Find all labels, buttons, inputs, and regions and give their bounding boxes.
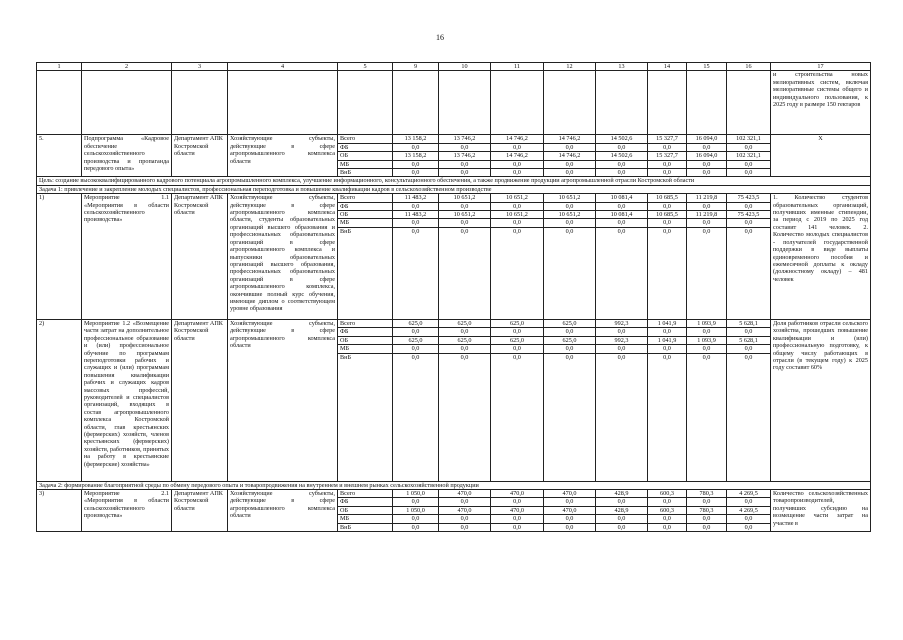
value: 0,0 — [544, 523, 596, 531]
item-name: Мероприятие 1.2 «Возмещение части затрат на дополнительное профессиональное образование и (или) профессиональное обучение по программам переподготовки рабочих и служащих и (или) программам повышения квалификации рабочих и служащих кадров массовых профессий, руководителей и специалистов организаций, входящих в состав агропромышленного комплекса Костромской области, глав крестьянских (фермерских) хозяйств, членов крестьянских (фермерских) хозяйств, работников, принятых на работу в крестьянские (фермерские) хозяйства» — [82, 319, 172, 481]
source: ОБ — [338, 152, 393, 160]
value: 0,0 — [727, 523, 771, 531]
value: 0,0 — [491, 523, 544, 531]
value: 0,0 — [648, 227, 687, 319]
value: 1 050,0 — [393, 489, 439, 497]
value: 625,0 — [393, 319, 439, 327]
value: 0,0 — [393, 515, 439, 523]
value: 0,0 — [687, 143, 727, 151]
value: 0,0 — [648, 169, 687, 177]
value: 11 219,8 — [687, 194, 727, 202]
value: 0,0 — [727, 515, 771, 523]
col-header: 13 — [596, 63, 648, 71]
col-header: 10 — [439, 63, 491, 71]
source: ОБ — [338, 506, 393, 514]
value: 0,0 — [596, 515, 648, 523]
value: 0,0 — [544, 219, 596, 227]
value: 0,0 — [393, 219, 439, 227]
value: 102 321,1 — [727, 135, 771, 143]
row-number: 5. — [37, 135, 82, 177]
col-header: 9 — [393, 63, 439, 71]
value: 0,0 — [596, 219, 648, 227]
continuation-row — [37, 71, 871, 135]
value: 0,0 — [687, 515, 727, 523]
col-header: 12 — [544, 63, 596, 71]
value: 0,0 — [439, 219, 491, 227]
value: 0,0 — [596, 202, 648, 210]
participants: Хозяйствующие субъекты, действующие в сфере агропромышленного комплекса области — [228, 319, 338, 481]
value: 0,0 — [544, 328, 596, 336]
task-row — [37, 185, 871, 193]
source: Всего — [338, 194, 393, 202]
col-header: 3 — [172, 63, 228, 71]
source: Всего — [338, 135, 393, 143]
value: 11 219,8 — [687, 211, 727, 219]
value: 14 746,2 — [544, 152, 596, 160]
value: 0,0 — [727, 143, 771, 151]
source: ВнБ — [338, 169, 393, 177]
value: 14 746,2 — [491, 152, 544, 160]
value: 0,0 — [596, 353, 648, 481]
item-name: Подпрограмма «Кадровое обеспечение сельскохозяйственного производства и пропаганда передового опыта» — [82, 135, 172, 177]
value: 75 423,5 — [727, 211, 771, 219]
value: 625,0 — [491, 336, 544, 344]
value: 11 483,2 — [393, 211, 439, 219]
value: 0,0 — [648, 523, 687, 531]
value: 625,0 — [393, 336, 439, 344]
col-header: 14 — [648, 63, 687, 71]
value: 10 081,4 — [596, 211, 648, 219]
value: 0,0 — [393, 345, 439, 353]
col-header: 4 — [228, 63, 338, 71]
value: 10 651,2 — [544, 194, 596, 202]
value: 0,0 — [544, 345, 596, 353]
value: 1 093,9 — [687, 319, 727, 327]
value: 0,0 — [439, 345, 491, 353]
value: 470,0 — [544, 506, 596, 514]
value: 10 081,4 — [596, 194, 648, 202]
result-cell: Х — [771, 135, 871, 177]
value: 0,0 — [596, 227, 648, 319]
value: 0,0 — [393, 227, 439, 319]
row-number: 3) — [37, 489, 82, 531]
value: 16 094,0 — [687, 152, 727, 160]
source: ФБ — [338, 202, 393, 210]
value: 600,3 — [648, 489, 687, 497]
value: 10 685,5 — [648, 194, 687, 202]
value: 0,0 — [687, 523, 727, 531]
value: 0,0 — [439, 160, 491, 168]
row-number: 2) — [37, 319, 82, 481]
value: 0,0 — [393, 498, 439, 506]
value: 0,0 — [687, 345, 727, 353]
value: 0,0 — [491, 202, 544, 210]
item-name: Мероприятие 2.1 «Мероприятия в области сельскохозяйственного производства» — [82, 489, 172, 531]
executor: Департамент АПК Костромской области — [172, 194, 228, 320]
row-number: 1) — [37, 194, 82, 320]
value: 470,0 — [491, 489, 544, 497]
value: 0,0 — [648, 515, 687, 523]
value: 0,0 — [648, 202, 687, 210]
value: 0,0 — [596, 498, 648, 506]
value: 0,0 — [393, 160, 439, 168]
value: 428,9 — [596, 489, 648, 497]
value: 0,0 — [727, 169, 771, 177]
value: 428,9 — [596, 506, 648, 514]
value: 4 269,5 — [727, 489, 771, 497]
value: 14 746,2 — [491, 135, 544, 143]
value: 10 651,2 — [544, 211, 596, 219]
value: 0,0 — [687, 328, 727, 336]
value: 13 158,2 — [393, 152, 439, 160]
source: ФБ — [338, 143, 393, 151]
task-row — [37, 481, 871, 489]
value: 0,0 — [596, 523, 648, 531]
value: 0,0 — [439, 523, 491, 531]
value: 0,0 — [687, 169, 727, 177]
value: 0,0 — [491, 345, 544, 353]
col-header: 1 — [37, 63, 82, 71]
value: 1 093,9 — [687, 336, 727, 344]
value: 13 746,2 — [439, 135, 491, 143]
value: 13 158,2 — [393, 135, 439, 143]
value: 0,0 — [648, 498, 687, 506]
value: 0,0 — [596, 143, 648, 151]
value: 0,0 — [596, 328, 648, 336]
value: 0,0 — [727, 328, 771, 336]
result-cell: и строительства новых мелиоративных систем, включая мелиоративные системы общего и индивидуального пользования, к 2025 году в размере 150 гектаров — [771, 71, 871, 135]
value: 0,0 — [687, 160, 727, 168]
goal-text: Цель: создание высококвалифицированного кадрового потенциала агропромышленного комплекса, улучшение информационного, консультационного обеспечения, а также продвижение продукции агропромышленной отрасли Костромской области — [37, 177, 871, 185]
table-row — [37, 135, 871, 143]
value: 0,0 — [727, 353, 771, 481]
value: 10 651,2 — [491, 211, 544, 219]
value: 470,0 — [439, 489, 491, 497]
col-header: 17 — [771, 63, 871, 71]
value: 75 423,5 — [727, 194, 771, 202]
value: 0,0 — [393, 143, 439, 151]
result-cell: Доля работников отрасли сельского хозяйства, прошедших повышение квалификации и (или) профессиональную подготовку, к общему числу работающих в отрасли (в текущем году) к 2025 году составит 60% — [771, 319, 871, 481]
task-text: Задача 1: привлечение и закрепление молодых специалистов, профессиональная переподготовка и повышение квалификации кадров в сельскохозяйственном производстве — [37, 185, 871, 193]
result-cell: Количество сельскохозяйственных товаропроизводителей, получивших субсидию на возмещение части затрат на участие в — [771, 489, 871, 531]
value: 470,0 — [544, 489, 596, 497]
col-header: 15 — [687, 63, 727, 71]
value: 14 746,2 — [544, 135, 596, 143]
source: МБ — [338, 515, 393, 523]
value: 0,0 — [544, 227, 596, 319]
source: ВнБ — [338, 523, 393, 531]
value: 10 651,2 — [491, 194, 544, 202]
value: 0,0 — [544, 353, 596, 481]
value: 0,0 — [544, 169, 596, 177]
source: ФБ — [338, 498, 393, 506]
value: 780,3 — [687, 506, 727, 514]
participants: Хозяйствующие субъекты, действующие в сфере агропромышленного комплекса области — [228, 489, 338, 531]
value: 0,0 — [648, 143, 687, 151]
value: 625,0 — [439, 319, 491, 327]
col-header: 2 — [82, 63, 172, 71]
value: 0,0 — [648, 345, 687, 353]
table-row — [37, 194, 871, 202]
value: 0,0 — [439, 498, 491, 506]
value: 0,0 — [491, 227, 544, 319]
value: 16 094,0 — [687, 135, 727, 143]
value: 0,0 — [596, 345, 648, 353]
value: 14 502,6 — [596, 135, 648, 143]
value: 625,0 — [491, 319, 544, 327]
participants: Хозяйствующие субъекты, действующие в сфере агропромышленного комплекса области, студенты образовательных организаций высшего образования и профессиональных образовательных организаций в сфере агропромышленного комплекса и выпускники образовательных организаций высшего образования, профессиональных образовательных организаций в сфере агропромышленного комплекса, окончившие полный курс обучения, имеющие диплом о соответствующем уровне образования — [228, 194, 338, 320]
participants: Хозяйствующие субъекты, действующие в сфере агропромышленного комплекса области — [228, 135, 338, 177]
table-row — [37, 319, 871, 327]
value: 10 651,2 — [439, 194, 491, 202]
value: 992,3 — [596, 319, 648, 327]
value: 0,0 — [393, 353, 439, 481]
value: 0,0 — [439, 353, 491, 481]
value: 0,0 — [687, 353, 727, 481]
value: 10 685,5 — [648, 211, 687, 219]
value: 600,3 — [648, 506, 687, 514]
value: 0,0 — [544, 143, 596, 151]
value: 780,3 — [687, 489, 727, 497]
value: 0,0 — [393, 202, 439, 210]
source: ОБ — [338, 211, 393, 219]
task-text: Задача 2: формирование благоприятной среды по обмену передового опыта и товаропродвижения на внутреннем и внешнем рынках сельскохозяйственной продукции — [37, 481, 871, 489]
value: 0,0 — [687, 227, 727, 319]
value: 625,0 — [544, 319, 596, 327]
value: 15 327,7 — [648, 135, 687, 143]
value: 0,0 — [687, 219, 727, 227]
value: 0,0 — [544, 515, 596, 523]
source: ВнБ — [338, 353, 393, 481]
value: 14 502,6 — [596, 152, 648, 160]
value: 0,0 — [544, 202, 596, 210]
value: 11 483,2 — [393, 194, 439, 202]
source: ВнБ — [338, 227, 393, 319]
value: 0,0 — [687, 202, 727, 210]
value: 0,0 — [544, 160, 596, 168]
value: 0,0 — [491, 143, 544, 151]
value: 0,0 — [439, 515, 491, 523]
program-table — [36, 62, 871, 532]
value: 0,0 — [439, 143, 491, 151]
source: МБ — [338, 160, 393, 168]
value: 0,0 — [393, 328, 439, 336]
value: 1 050,0 — [393, 506, 439, 514]
value: 0,0 — [596, 169, 648, 177]
value: 0,0 — [491, 353, 544, 481]
value: 0,0 — [491, 219, 544, 227]
value: 0,0 — [491, 160, 544, 168]
value: 0,0 — [727, 227, 771, 319]
value: 1 041,9 — [648, 336, 687, 344]
value: 4 269,5 — [727, 506, 771, 514]
executor: Департамент АПК Костромской области — [172, 135, 228, 177]
value: 10 651,2 — [439, 211, 491, 219]
executor: Департамент АПК Костромской области — [172, 319, 228, 481]
value: 0,0 — [439, 328, 491, 336]
source: Всего — [338, 489, 393, 497]
value: 1 041,9 — [648, 319, 687, 327]
source: МБ — [338, 345, 393, 353]
col-header: 5 — [338, 63, 393, 71]
value: 0,0 — [439, 202, 491, 210]
value: 0,0 — [648, 353, 687, 481]
value: 0,0 — [439, 169, 491, 177]
value: 102 321,1 — [727, 152, 771, 160]
value: 0,0 — [727, 498, 771, 506]
value: 0,0 — [727, 345, 771, 353]
value: 0,0 — [687, 498, 727, 506]
col-header: 11 — [491, 63, 544, 71]
result-cell: 1. Количество студентов образовательных организаций, получивших именные стипендии, за период с 2019 по 2025 год составит 141 человек. 2. Количество молодых специалистов - получателей государственной поддержки в виде выплаты единовременного пособия и ежемесячной доплаты к окладу (должностному окладу) – 481 человек — [771, 194, 871, 320]
source: МБ — [338, 219, 393, 227]
value: 0,0 — [596, 160, 648, 168]
value: 0,0 — [491, 515, 544, 523]
source: ОБ — [338, 336, 393, 344]
value: 0,0 — [393, 523, 439, 531]
value: 625,0 — [544, 336, 596, 344]
value: 0,0 — [439, 227, 491, 319]
value: 992,3 — [596, 336, 648, 344]
executor: Департамент АПК Костромской области — [172, 489, 228, 531]
value: 15 327,7 — [648, 152, 687, 160]
value: 0,0 — [544, 498, 596, 506]
value: 0,0 — [727, 202, 771, 210]
value: 0,0 — [393, 169, 439, 177]
value: 0,0 — [727, 219, 771, 227]
value: 13 746,2 — [439, 152, 491, 160]
value: 470,0 — [491, 506, 544, 514]
value: 0,0 — [491, 328, 544, 336]
value: 5 628,1 — [727, 319, 771, 327]
value: 0,0 — [648, 160, 687, 168]
table-row — [37, 489, 871, 497]
item-name: Мероприятие 1.1 «Мероприятия в области сельскохозяйственного производства» — [82, 194, 172, 320]
value: 470,0 — [439, 506, 491, 514]
source: ФБ — [338, 328, 393, 336]
value: 0,0 — [491, 498, 544, 506]
value: 0,0 — [727, 160, 771, 168]
value: 0,0 — [648, 328, 687, 336]
value: 0,0 — [648, 219, 687, 227]
source: Всего — [338, 319, 393, 327]
col-header: 16 — [727, 63, 771, 71]
goal-row — [37, 177, 871, 185]
value: 0,0 — [491, 169, 544, 177]
value: 5 628,1 — [727, 336, 771, 344]
page-number: 16 — [436, 33, 444, 42]
value: 625,0 — [439, 336, 491, 344]
column-numbers-row — [37, 63, 871, 71]
